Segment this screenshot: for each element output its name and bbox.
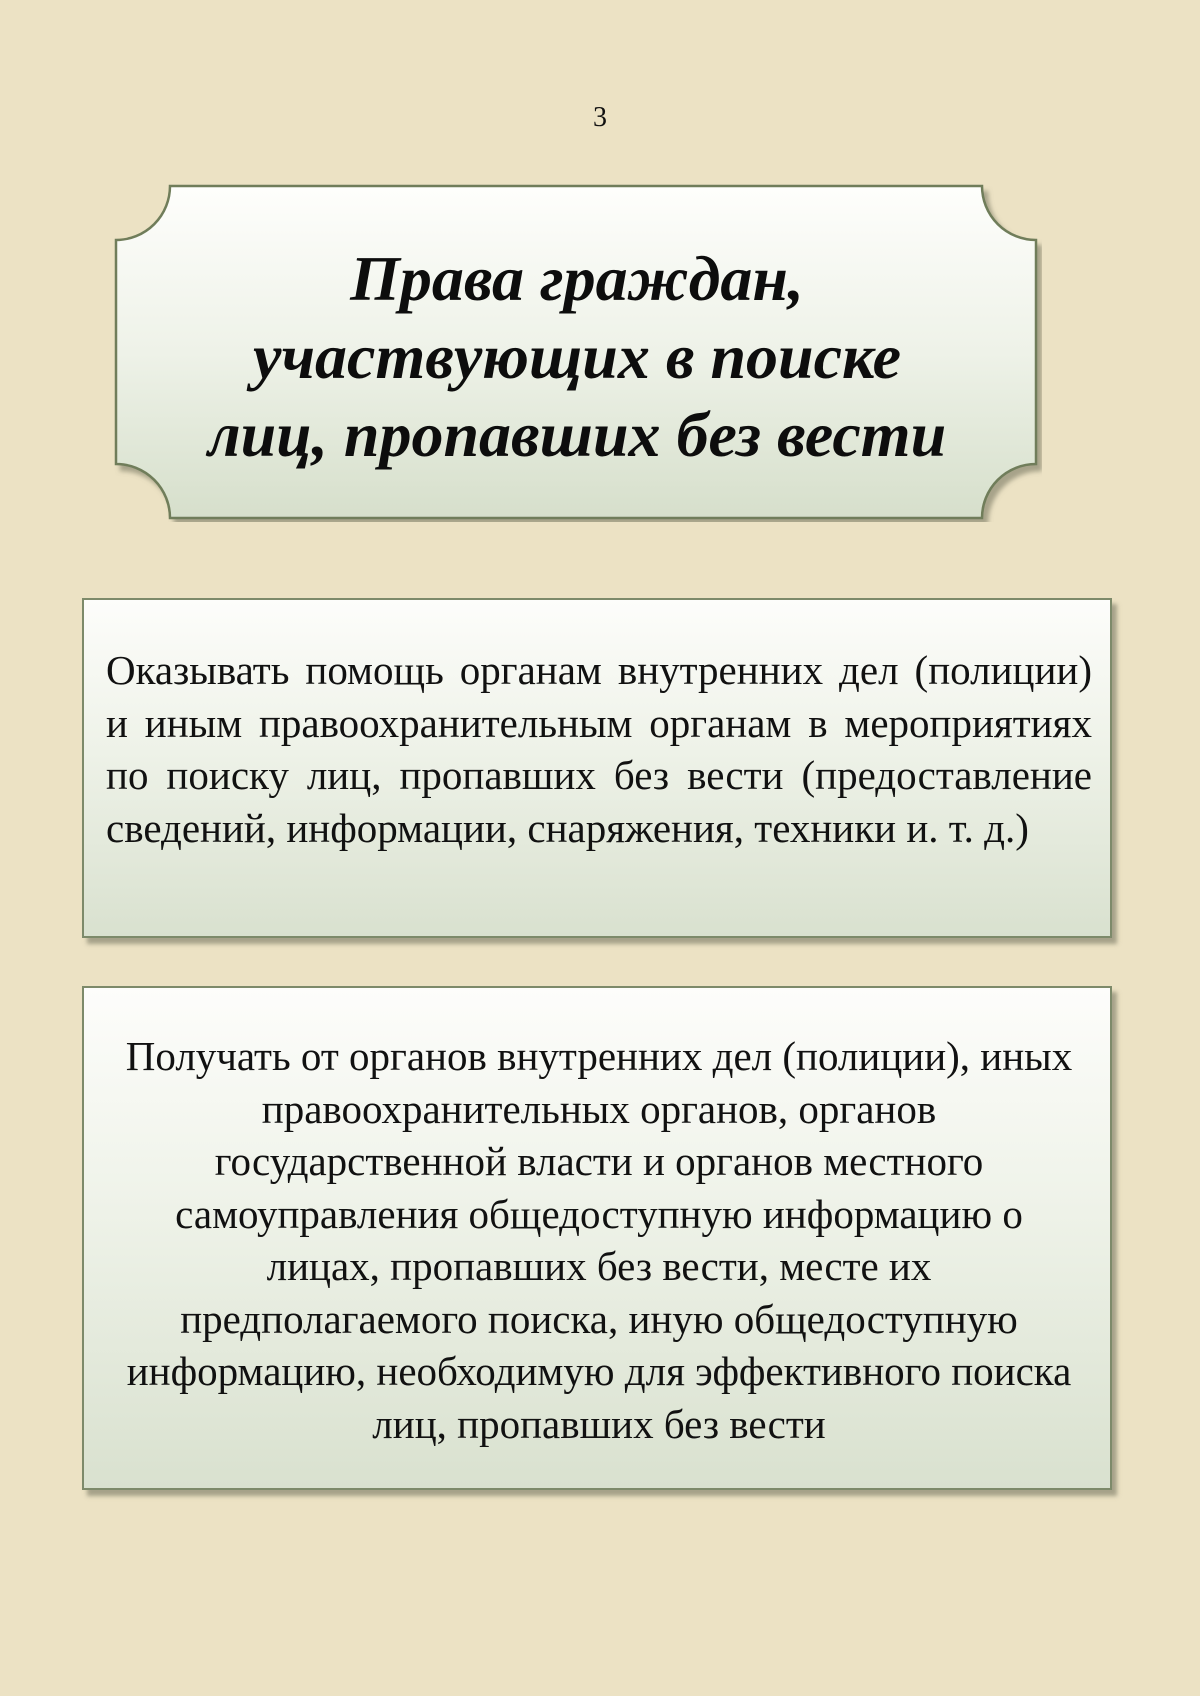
- card-text-receive-info: Получать от органов внутренних дел (полиции), иных правоохранительных органов, органов государственной власти и органов местного самоуправления общедоступную информацию о лицах, пропавших без вести, месте их предполагаемого поиска, иную общедоступную информацию, необходимую для эффективного поиска лиц, пропавших без вести: [125, 1033, 1073, 1447]
- page-title: [172, 240, 982, 474]
- card-text-assist: Оказывать помощь органам внутренних дел (полиции) и иным правоохранительным органам в мероприятиях по поиску лиц, пропавших без вести (предоставление сведений, информации, снаряжения, техники и. т. д.): [106, 647, 1092, 851]
- title-line-1: Права граждан,: [350, 243, 804, 314]
- right-card-assist: [82, 598, 1112, 938]
- title-line-3: лиц, пропавших без вести: [207, 399, 947, 470]
- right-card-receive-info: [82, 986, 1112, 1490]
- title-plaque: [112, 182, 1042, 522]
- page-number: 3: [593, 102, 607, 133]
- title-line-2: участвующих в поиске: [253, 321, 901, 392]
